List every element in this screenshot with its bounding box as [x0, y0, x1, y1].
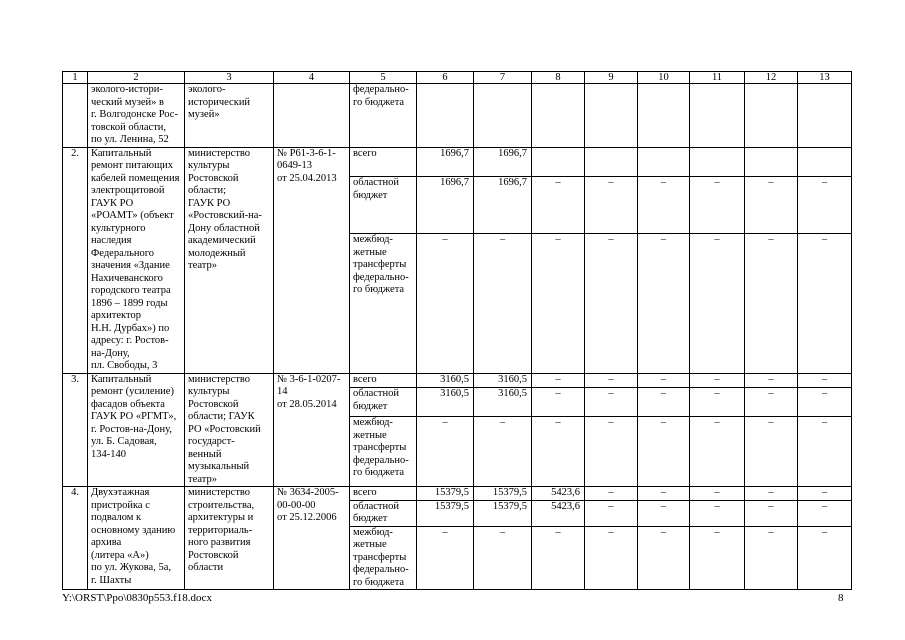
amount-cell: –: [690, 234, 745, 373]
amount-cell: –: [532, 388, 585, 417]
col-header: 13: [798, 72, 852, 84]
amount-cell: –: [745, 526, 798, 590]
amount-cell: –: [690, 500, 745, 526]
funding-source: всего: [350, 147, 417, 177]
amount-cell: –: [585, 417, 638, 487]
amount-cell: –: [474, 526, 532, 590]
amount-cell: –: [532, 373, 585, 388]
amount-cell: 5423,6: [532, 487, 585, 501]
row-number: 3.: [63, 373, 88, 487]
amount-cell: –: [638, 526, 690, 590]
row-number: 4.: [63, 487, 88, 590]
col-header: 9: [585, 72, 638, 84]
amount-cell: –: [417, 526, 474, 590]
customer-name: министерство культуры Ростовской области; ГАУК РО «Ростовский государст- венный музыкальный театр»: [185, 373, 274, 487]
amount-cell: –: [690, 177, 745, 234]
object-name: эколого-истори- ческий музей» в г. Волгодонске Рос- товской области, по ул. Ленина, 52: [88, 84, 185, 148]
amount-cell: –: [585, 177, 638, 234]
amount-cell: 5423,6: [532, 500, 585, 526]
amount-cell: [585, 147, 638, 177]
funding-source: всего: [350, 373, 417, 388]
amount-cell: –: [532, 526, 585, 590]
table-row: [63, 147, 852, 177]
amount-cell: 1696,7: [417, 147, 474, 177]
amount-cell: –: [638, 487, 690, 501]
amount-cell: –: [690, 373, 745, 388]
col-header: 5: [350, 72, 417, 84]
amount-cell: 15379,5: [474, 500, 532, 526]
amount-cell: 1696,7: [417, 177, 474, 234]
amount-cell: –: [690, 526, 745, 590]
amount-cell: –: [745, 234, 798, 373]
amount-cell: –: [690, 388, 745, 417]
amount-cell: –: [585, 234, 638, 373]
amount-cell: –: [585, 373, 638, 388]
table-row: [63, 373, 852, 388]
amount-cell: 3160,5: [417, 373, 474, 388]
col-header: 11: [690, 72, 745, 84]
amount-cell: –: [798, 177, 852, 234]
amount-cell: –: [417, 417, 474, 487]
col-header: 10: [638, 72, 690, 84]
amount-cell: [690, 147, 745, 177]
amount-cell: –: [798, 373, 852, 388]
amount-cell: [532, 147, 585, 177]
amount-cell: 3160,5: [474, 388, 532, 417]
amount-cell: 3160,5: [474, 373, 532, 388]
amount-cell: –: [745, 487, 798, 501]
amount-cell: –: [638, 500, 690, 526]
document-ref: № 3-6-1-0207- 14 от 28.05.2014: [274, 373, 350, 487]
object-name: Двухэтажная пристройка с подвалом к основному зданию архива (литера «А») по ул. Жукова, 5а, г. Шахты: [88, 487, 185, 590]
amount-cell: –: [638, 177, 690, 234]
document-ref: № Р61-3-6-1- 0649-13 от 25.04.2013: [274, 147, 350, 373]
customer-name: эколого- исторический музей»: [185, 84, 274, 148]
amount-cell: –: [690, 417, 745, 487]
col-header: 8: [532, 72, 585, 84]
amount-cell: –: [798, 487, 852, 501]
amount-cell: –: [745, 500, 798, 526]
amount-cell: –: [474, 234, 532, 373]
amount-cell: –: [638, 234, 690, 373]
col-header: 4: [274, 72, 350, 84]
amount-cell: –: [474, 417, 532, 487]
col-header: 12: [745, 72, 798, 84]
amount-cell: 15379,5: [474, 487, 532, 501]
file-path: Y:\ORST\Ppo\0830p553.f18.docx: [62, 592, 212, 604]
object-name: Капитальный ремонт питающих кабелей помещения электрощитовой ГАУК РО «РОАМТ» (объект культурного наследия Федерального значения «Здание Нахичеванского городского театра 1896 – 1899 годы архитектор Н.Н. Дурбах») по адресу: г. Ростов- на-Дону, пл. Свободы, 3: [88, 147, 185, 373]
amount-cell: 15379,5: [417, 500, 474, 526]
customer-name: министерство строительства, архитектуры и территориаль- ного развития Ростовской области: [185, 487, 274, 590]
table-row: [63, 487, 852, 501]
amount-cell: –: [532, 417, 585, 487]
amount-cell: –: [745, 373, 798, 388]
amount-cell: 1696,7: [474, 147, 532, 177]
object-name: Капитальный ремонт (усиление) фасадов объекта ГАУК РО «РГМТ», г. Ростов-на-Дону, ул. Б. Садовая, 134-140: [88, 373, 185, 487]
amount-cell: [798, 147, 852, 177]
funding-source: областной бюджет: [350, 500, 417, 526]
amount-cell: [745, 147, 798, 177]
header-row: [63, 72, 852, 84]
amount-cell: 3160,5: [417, 388, 474, 417]
amount-cell: –: [532, 234, 585, 373]
amount-cell: –: [585, 526, 638, 590]
amount-cell: –: [585, 487, 638, 501]
col-header: 6: [417, 72, 474, 84]
funding-source: межбюд- жетные трансферты федерально- го бюджета: [350, 526, 417, 590]
col-header: 3: [185, 72, 274, 84]
funding-source: всего: [350, 487, 417, 501]
funding-source: межбюд- жетные трансферты федерально- го бюджета: [350, 234, 417, 373]
amount-cell: 15379,5: [417, 487, 474, 501]
amount-cell: –: [417, 234, 474, 373]
amount-cell: –: [638, 388, 690, 417]
funding-source: межбюд- жетные трансферты федерально- го бюджета: [350, 417, 417, 487]
amount-cell: –: [798, 234, 852, 373]
amount-cell: –: [585, 388, 638, 417]
budget-table: [62, 71, 852, 590]
col-header: 2: [88, 72, 185, 84]
col-header: 7: [474, 72, 532, 84]
amount-cell: –: [745, 417, 798, 487]
funding-source: областной бюджет: [350, 388, 417, 417]
page-number: 8: [838, 592, 844, 604]
amount-cell: –: [798, 417, 852, 487]
amount-cell: –: [798, 526, 852, 590]
amount-cell: –: [690, 487, 745, 501]
amount-cell: –: [532, 177, 585, 234]
amount-cell: –: [798, 388, 852, 417]
amount-cell: –: [585, 500, 638, 526]
funding-source: федерально- го бюджета: [350, 84, 417, 148]
funding-source: областной бюджет: [350, 177, 417, 234]
continuation-row: [63, 84, 852, 148]
col-header: 1: [63, 72, 88, 84]
amount-cell: –: [745, 177, 798, 234]
amount-cell: –: [638, 417, 690, 487]
row-number: 2.: [63, 147, 88, 373]
document-ref: № 3634-2005- 00-00-00 от 25.12.2006: [274, 487, 350, 590]
customer-name: министерство культуры Ростовской области; ГАУК РО «Ростовский-на- Дону областной академический молодежный театр»: [185, 147, 274, 373]
amount-cell: –: [638, 373, 690, 388]
amount-cell: –: [745, 388, 798, 417]
amount-cell: –: [798, 500, 852, 526]
amount-cell: 1696,7: [474, 177, 532, 234]
amount-cell: [638, 147, 690, 177]
